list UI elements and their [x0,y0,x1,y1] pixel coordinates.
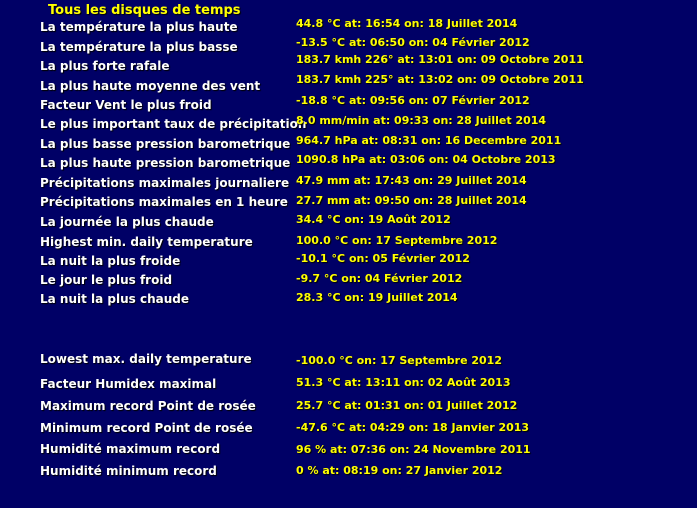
record-label: Facteur Vent le plus froid [40,98,212,112]
record-value: -13.5 °C at: 06:50 on: 04 Février 2012 [296,36,530,49]
record-label: Maximum record Point de rosée [40,399,256,413]
record-label: La plus haute moyenne des vent [40,79,261,93]
record-label: Highest min. daily temperature [40,235,253,249]
record-value: 183.7 kmh 225° at: 13:02 on: 09 Octobre 2011 [296,73,584,86]
record-value: 96 % at: 07:36 on: 24 Novembre 2011 [296,443,531,456]
record-label: Facteur Humidex maximal [40,377,217,391]
record-value: 51.3 °C at: 13:11 on: 02 Août 2013 [296,376,511,389]
record-value: -18.8 °C at: 09:56 on: 07 Février 2012 [296,94,530,107]
record-label: Précipitations maximales en 1 heure [40,195,288,209]
record-value: 8.0 mm/min at: 09:33 on: 28 Juillet 2014 [296,114,547,127]
record-value: 27.7 mm at: 09:50 on: 28 Juillet 2014 [296,194,527,207]
record-value: 34.4 °C on: 19 Août 2012 [296,213,451,226]
record-value: 28.3 °C on: 19 Juillet 2014 [296,291,458,304]
record-value: 100.0 °C on: 17 Septembre 2012 [296,234,498,247]
record-label: La nuit la plus chaude [40,292,190,306]
record-value: 25.7 °C at: 01:31 on: 01 Juillet 2012 [296,399,518,412]
record-value: 0 % at: 08:19 on: 27 Janvier 2012 [296,464,503,477]
record-value: 47.9 mm at: 17:43 on: 29 Juillet 2014 [296,174,527,187]
record-label: Humidité minimum record [40,464,217,478]
record-label: La plus basse pression barometrique [40,137,291,151]
record-value: -47.6 °C at: 04:29 on: 18 Janvier 2013 [296,421,530,434]
record-value: -10.1 °C on: 05 Février 2012 [296,252,470,265]
record-value: 964.7 hPa at: 08:31 on: 16 Decembre 2011 [296,134,562,147]
page-title: Tous les disques de temps [48,3,241,18]
record-value: 1090.8 hPa at: 03:06 on: 04 Octobre 2013 [296,153,556,166]
record-label: La plus haute pression barometrique [40,156,291,170]
record-label: Minimum record Point de rosée [40,421,253,435]
record-label: La nuit la plus froide [40,254,181,268]
record-value: 183.7 kmh 226° at: 13:01 on: 09 Octobre 2011 [296,53,584,66]
record-label: Précipitations maximales journaliere [40,176,290,190]
record-label: Le jour le plus froid [40,273,173,287]
record-label: La plus forte rafale [40,59,170,73]
record-label: La température la plus basse [40,40,238,54]
record-label: Humidité maximum record [40,442,221,456]
record-label: Le plus important taux de précipitation [40,117,307,131]
record-value: -9.7 °C on: 04 Février 2012 [296,272,463,285]
record-label: La journée la plus chaude [40,215,214,229]
record-label: La température la plus haute [40,20,238,34]
record-value: 44.8 °C at: 16:54 on: 18 Juillet 2014 [296,17,518,30]
record-value: -100.0 °C on: 17 Septembre 2012 [296,354,502,367]
record-label: Lowest max. daily temperature [40,352,252,366]
